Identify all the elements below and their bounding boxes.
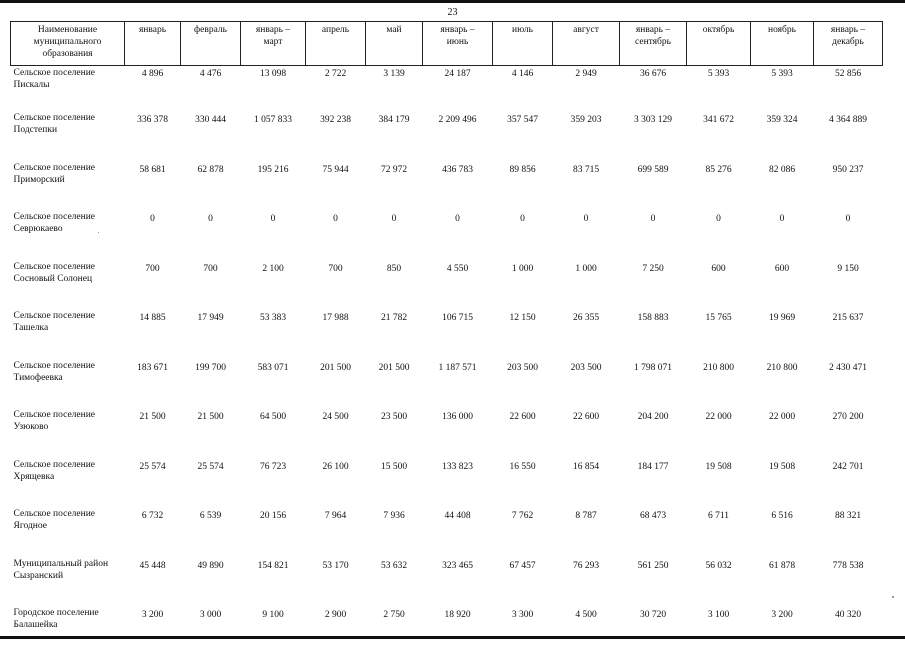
value-cell: 0 <box>150 214 155 224</box>
municipality-name: Сельское поселение Пискалы <box>13 68 96 90</box>
value-cell: 25 574 <box>139 461 166 472</box>
header-cell: январь – март <box>241 22 306 66</box>
scan-speck <box>98 232 99 233</box>
header-cell: январь <box>125 22 181 66</box>
value-cell: 3 100 <box>707 610 730 620</box>
municipality-name: Муниципальный район Сызранский <box>13 558 109 581</box>
value-cell: 53 383 <box>259 313 287 323</box>
value-cell: 210 800 <box>703 362 734 373</box>
header-cell: ноябрь <box>751 22 814 66</box>
value-cell: 14 885 <box>139 313 166 323</box>
value-cell: 19 508 <box>768 461 796 472</box>
value-cell: 0 <box>779 214 785 224</box>
value-cell: 17 988 <box>322 313 349 323</box>
value-cell: 22 600 <box>572 412 600 422</box>
value-cell: 3 000 <box>199 610 222 620</box>
value-cell: 15 765 <box>705 313 732 323</box>
value-cell: 600 <box>711 263 726 274</box>
value-cell: 203 500 <box>570 362 602 373</box>
value-cell: 7 964 <box>324 511 347 521</box>
table-row <box>11 504 883 554</box>
value-cell: 583 071 <box>257 362 289 373</box>
value-cell: 3 139 <box>383 69 405 79</box>
value-cell: 5 393 <box>771 69 793 79</box>
value-cell: 26 100 <box>322 461 349 472</box>
municipality-name: Сельское поселение Сосновый Солонец <box>13 261 96 284</box>
table-row <box>11 455 883 505</box>
value-cell: 88 321 <box>834 511 862 521</box>
scan-speck <box>892 596 894 598</box>
value-cell: 44 408 <box>444 511 471 521</box>
table-row <box>11 257 883 307</box>
value-cell: 76 723 <box>259 461 287 472</box>
value-cell: 0 <box>583 214 589 224</box>
value-cell: 700 <box>203 263 218 274</box>
value-cell: 19 508 <box>705 461 732 472</box>
value-cell: 3 200 <box>771 610 793 620</box>
value-cell: 0 <box>845 214 851 224</box>
value-cell: 2 949 <box>575 69 597 79</box>
table-row <box>11 66 883 109</box>
table-row <box>11 405 883 455</box>
value-cell: 201 500 <box>378 362 410 373</box>
top-rule <box>0 0 905 3</box>
value-cell: 215 637 <box>832 313 864 323</box>
header-row <box>11 22 883 66</box>
page-number: 23 <box>447 7 458 18</box>
value-cell: 600 <box>774 263 790 274</box>
value-cell: 136 000 <box>442 412 473 422</box>
value-cell: 0 <box>270 214 276 224</box>
value-cell: 62 878 <box>197 164 224 175</box>
value-cell: 45 448 <box>139 560 166 571</box>
value-cell: 336 378 <box>137 115 168 125</box>
municipality-name: Сельское поселение Приморский <box>13 162 96 185</box>
header-cell: январь – декабрь <box>814 22 883 66</box>
value-cell: 19 969 <box>768 313 796 323</box>
value-cell: 778 538 <box>832 560 864 571</box>
value-cell: 49 890 <box>197 560 224 571</box>
table-row <box>11 356 883 406</box>
value-cell: 0 <box>391 214 397 224</box>
value-cell: 23 500 <box>380 412 408 422</box>
value-cell: 154 821 <box>257 560 289 571</box>
value-cell: 2 750 <box>383 610 405 620</box>
value-cell: 7 250 <box>642 263 664 274</box>
value-cell: 323 465 <box>442 560 473 571</box>
municipality-name: Сельское поселение Ташелка <box>13 311 96 333</box>
value-cell: 2 100 <box>262 263 284 274</box>
value-cell: 16 854 <box>572 461 600 472</box>
data-table <box>10 21 883 653</box>
value-cell: 561 250 <box>637 560 669 571</box>
value-cell: 2 430 471 <box>829 362 867 373</box>
value-cell: 82 086 <box>768 164 796 175</box>
value-cell: 6 539 <box>199 511 222 521</box>
value-cell: 1 187 571 <box>438 362 477 373</box>
municipality-name: Сельское поселение Севрюкаево <box>13 212 96 234</box>
value-cell: 4 146 <box>511 69 534 79</box>
header-cell: январь – сентябрь <box>620 22 687 66</box>
value-cell: 392 238 <box>320 115 351 125</box>
value-cell: 20 156 <box>259 511 287 521</box>
value-cell: 1 798 071 <box>634 362 672 373</box>
table-row <box>11 158 883 208</box>
value-cell: 58 681 <box>139 164 166 175</box>
municipality-name: Сельское поселение Тимофеевка <box>13 360 96 383</box>
header-cell: июль <box>493 22 553 66</box>
table-row <box>11 554 883 604</box>
header-cell: май <box>366 22 423 66</box>
value-cell: 36 676 <box>639 69 667 79</box>
value-cell: 0 <box>208 214 213 224</box>
value-cell: 67 457 <box>509 560 536 571</box>
value-cell: 1 000 <box>575 263 597 274</box>
municipality-name: Сельское поселение Ягодное <box>13 509 96 531</box>
value-cell: 26 355 <box>572 313 600 323</box>
value-cell: 341 672 <box>703 115 734 125</box>
value-cell: 199 700 <box>195 362 226 373</box>
header-cell: февраль <box>181 22 241 66</box>
value-cell: 1 000 <box>511 263 534 274</box>
value-cell: 183 671 <box>137 362 168 373</box>
value-cell: 1 057 833 <box>254 115 292 125</box>
value-cell: 0 <box>333 214 338 224</box>
value-cell: 56 032 <box>705 560 732 571</box>
value-cell: 0 <box>455 214 460 224</box>
value-cell: 21 782 <box>380 313 408 323</box>
value-cell: 357 547 <box>507 115 538 125</box>
value-cell: 850 <box>386 263 402 274</box>
value-cell: 22 600 <box>509 412 536 422</box>
value-cell: 53 170 <box>322 560 349 571</box>
value-cell: 4 364 889 <box>829 115 867 125</box>
value-cell: 24 500 <box>322 412 349 422</box>
value-cell: 330 444 <box>195 115 226 125</box>
value-cell: 210 800 <box>766 362 798 373</box>
municipality-name: Городское поселение Балашейка <box>13 608 99 630</box>
table-row <box>11 603 883 653</box>
value-cell: 2 209 496 <box>438 115 477 125</box>
value-cell: 359 324 <box>766 115 798 125</box>
municipality-name: Сельское поселение Подстепки <box>13 113 96 135</box>
value-cell: 24 187 <box>444 69 471 79</box>
table-row <box>11 108 883 158</box>
value-cell: 6 711 <box>707 511 730 521</box>
value-cell: 76 293 <box>572 560 600 571</box>
value-cell: 0 <box>716 214 721 224</box>
value-cell: 700 <box>328 263 343 274</box>
value-cell: 184 177 <box>637 461 669 472</box>
value-cell: 8 787 <box>575 511 597 521</box>
value-cell: 89 856 <box>509 164 536 175</box>
value-cell: 75 944 <box>322 164 349 175</box>
header-cell: апрель <box>306 22 366 66</box>
value-cell: 4 550 <box>446 263 469 274</box>
value-cell: 270 200 <box>832 412 864 422</box>
value-cell: 204 200 <box>637 412 669 422</box>
value-cell: 30 720 <box>639 610 667 620</box>
value-cell: 21 500 <box>139 412 166 422</box>
value-cell: 16 550 <box>509 461 536 472</box>
value-cell: 6 516 <box>771 511 793 521</box>
value-cell: 7 762 <box>511 511 534 521</box>
value-cell: 3 300 <box>511 610 534 620</box>
value-cell: 22 000 <box>768 412 796 422</box>
value-cell: 68 473 <box>639 511 667 521</box>
value-cell: 0 <box>650 214 656 224</box>
value-cell: 384 179 <box>378 115 410 125</box>
value-cell: 40 320 <box>834 610 862 620</box>
value-cell: 83 715 <box>572 164 600 175</box>
value-cell: 5 393 <box>707 69 730 79</box>
municipality-name: Сельское поселение Узюково <box>13 410 96 432</box>
value-cell: 158 883 <box>637 313 669 323</box>
value-cell: 0 <box>520 214 525 224</box>
value-cell: 15 500 <box>380 461 408 472</box>
value-cell: 4 896 <box>141 69 164 79</box>
value-cell: 7 936 <box>383 511 405 521</box>
value-cell: 242 701 <box>832 461 864 472</box>
value-cell: 85 276 <box>705 164 732 175</box>
value-cell: 3 303 129 <box>634 115 672 125</box>
value-cell: 21 500 <box>197 412 224 422</box>
value-cell: 2 900 <box>324 610 347 620</box>
value-cell: 22 000 <box>705 412 732 422</box>
municipality-name: Сельское поселение Хрящевка <box>13 459 96 482</box>
header-cell: август <box>553 22 620 66</box>
value-cell: 13 098 <box>259 69 287 79</box>
value-cell: 106 715 <box>442 313 473 323</box>
value-cell: 950 237 <box>832 164 864 175</box>
value-cell: 436 783 <box>442 164 473 175</box>
value-cell: 2 722 <box>324 69 347 79</box>
header-cell: Наименование муниципального образования <box>11 22 125 66</box>
value-cell: 133 823 <box>442 461 473 472</box>
value-cell: 203 500 <box>507 362 538 373</box>
value-cell: 9 150 <box>837 263 859 274</box>
value-cell: 52 856 <box>834 69 862 79</box>
value-cell: 53 632 <box>380 560 408 571</box>
value-cell: 699 589 <box>637 164 669 175</box>
value-cell: 4 476 <box>199 69 222 79</box>
header-cell: октябрь <box>687 22 751 66</box>
value-cell: 25 574 <box>197 461 224 472</box>
value-cell: 700 <box>145 263 160 274</box>
value-cell: 18 920 <box>444 610 471 620</box>
value-cell: 195 216 <box>257 164 289 175</box>
value-cell: 17 949 <box>197 313 224 323</box>
value-cell: 359 203 <box>570 115 602 125</box>
value-cell: 9 100 <box>262 610 284 620</box>
table-row <box>11 306 883 356</box>
value-cell: 4 500 <box>575 610 597 620</box>
value-cell: 64 500 <box>259 412 287 422</box>
table-row <box>11 207 883 257</box>
bottom-rule <box>0 636 905 639</box>
value-cell: 3 200 <box>141 610 164 620</box>
value-cell: 72 972 <box>380 164 408 175</box>
header-cell: январь – июнь <box>423 22 493 66</box>
value-cell: 12 150 <box>509 313 536 323</box>
value-cell: 201 500 <box>320 362 351 373</box>
value-cell: 6 732 <box>141 511 164 521</box>
value-cell: 61 878 <box>768 560 796 571</box>
